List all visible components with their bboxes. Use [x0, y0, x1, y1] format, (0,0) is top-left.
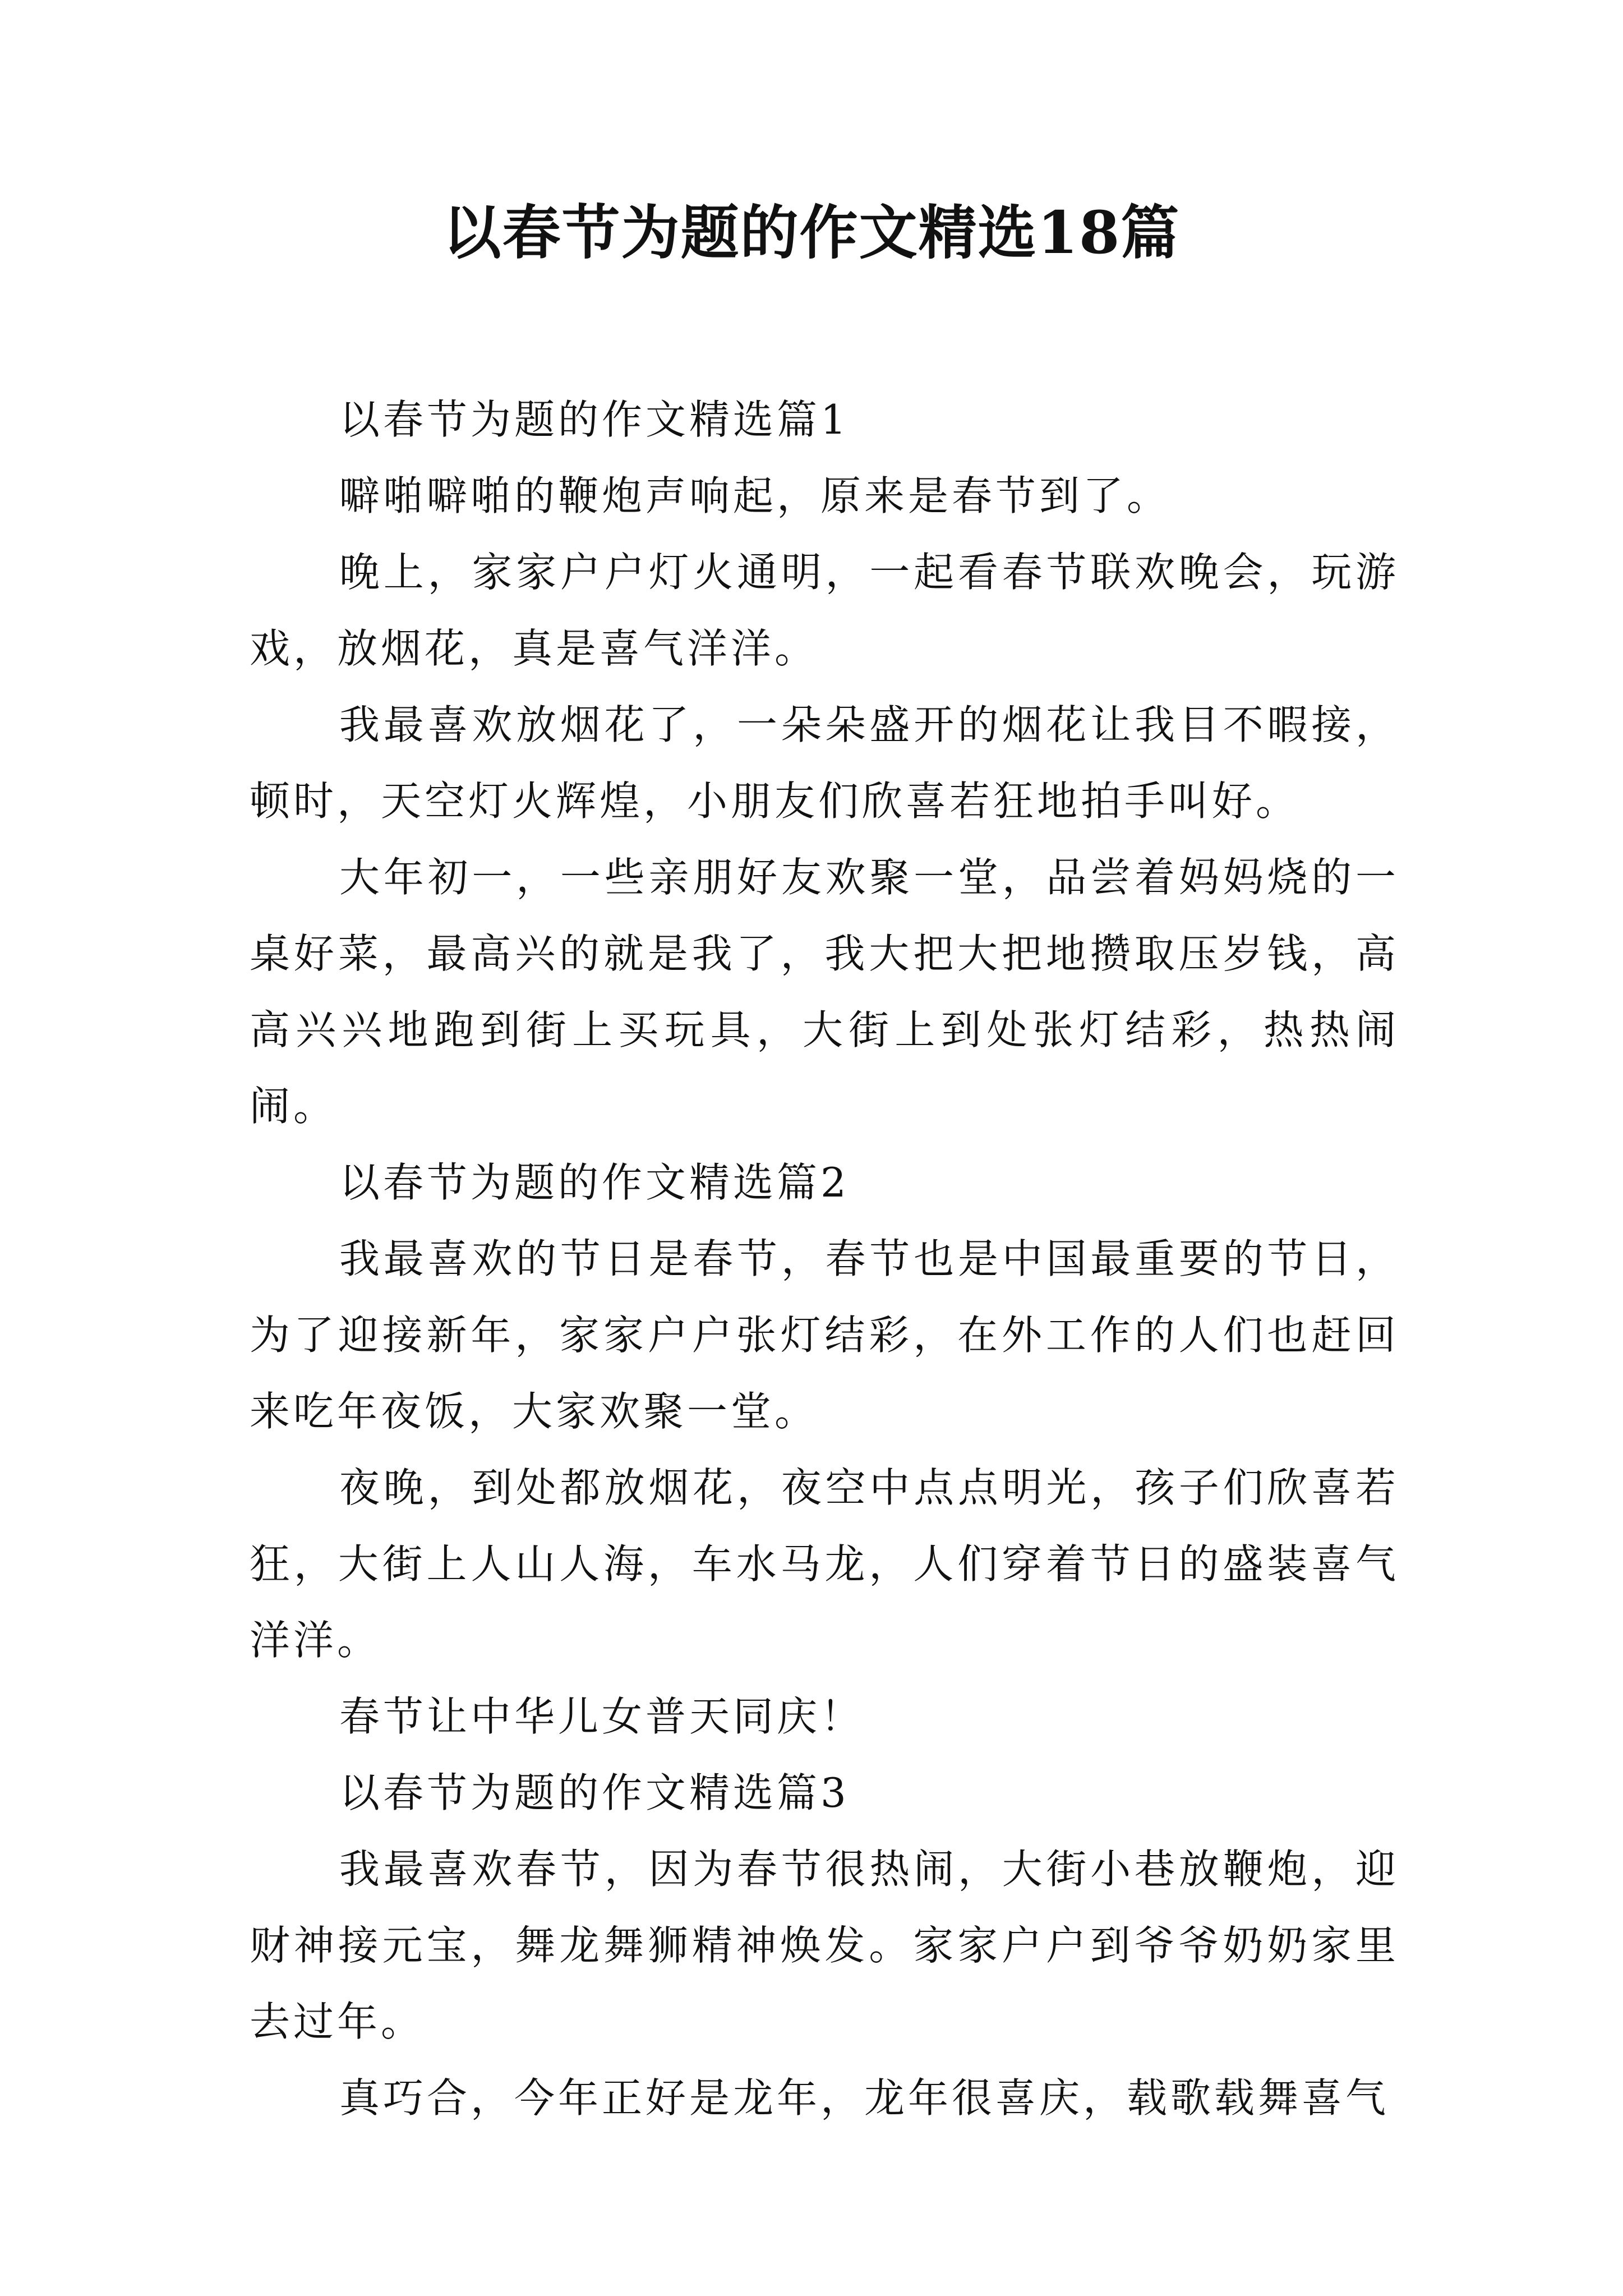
document-title: 以春节为题的作文精选18篇: [442, 198, 1181, 267]
paragraph: 晚上，家家户户灯火通明，一起看春节联欢晚会，玩游戏，放烟花，真是喜气洋洋。: [250, 549, 1399, 672]
section-heading-2: 以春节为题的作文精选篇2: [339, 1159, 850, 1206]
paragraph: 真巧合，今年正好是龙年，龙年很喜庆，载歌载舞喜气: [339, 2074, 1390, 2122]
section-heading-1: 以春节为题的作文精选篇1: [339, 396, 850, 443]
paragraph: 我最喜欢放烟花了，一朵朵盛开的烟花让我目不暇接，顿时，天空灯火辉煌，小朋友们欣喜若狂地拍手叫好。: [250, 701, 1399, 825]
paragraph: 春节让中华儿女普天同庆！: [339, 1693, 865, 1740]
paragraph: 大年初一，一些亲朋好友欢聚一堂，品尝着妈妈烧的一桌好菜，最高兴的就是我了，我大把大把地攒取压岁钱，高高兴兴地跑到街上买玩具，大街上到处张灯结彩，热热闹闹。: [250, 854, 1399, 1130]
document-body: [250, 381, 1399, 2136]
section-heading-3: 以春节为题的作文精选篇3: [339, 1769, 850, 1816]
paragraph: 夜晚，到处都放烟花，夜空中点点明光，孩子们欣喜若狂，大街上人山人海，车水马龙，人们穿着节日的盛装喜气洋洋。: [250, 1464, 1399, 1664]
paragraph: 我最喜欢春节，因为春节很热闹，大街小巷放鞭炮，迎财神接元宝，舞龙舞狮精神焕发。家家户户到爷爷奶奶家里去过年。: [250, 1846, 1399, 2045]
paragraph: 噼啪噼啪的鞭炮声响起，原来是春节到了。: [339, 472, 1171, 519]
paragraph: 我最喜欢的节日是春节，春节也是中国最重要的节日，为了迎接新年，家家户户张灯结彩，在外工作的人们也赶回来吃年夜饭，大家欢聚一堂。: [250, 1235, 1399, 1435]
